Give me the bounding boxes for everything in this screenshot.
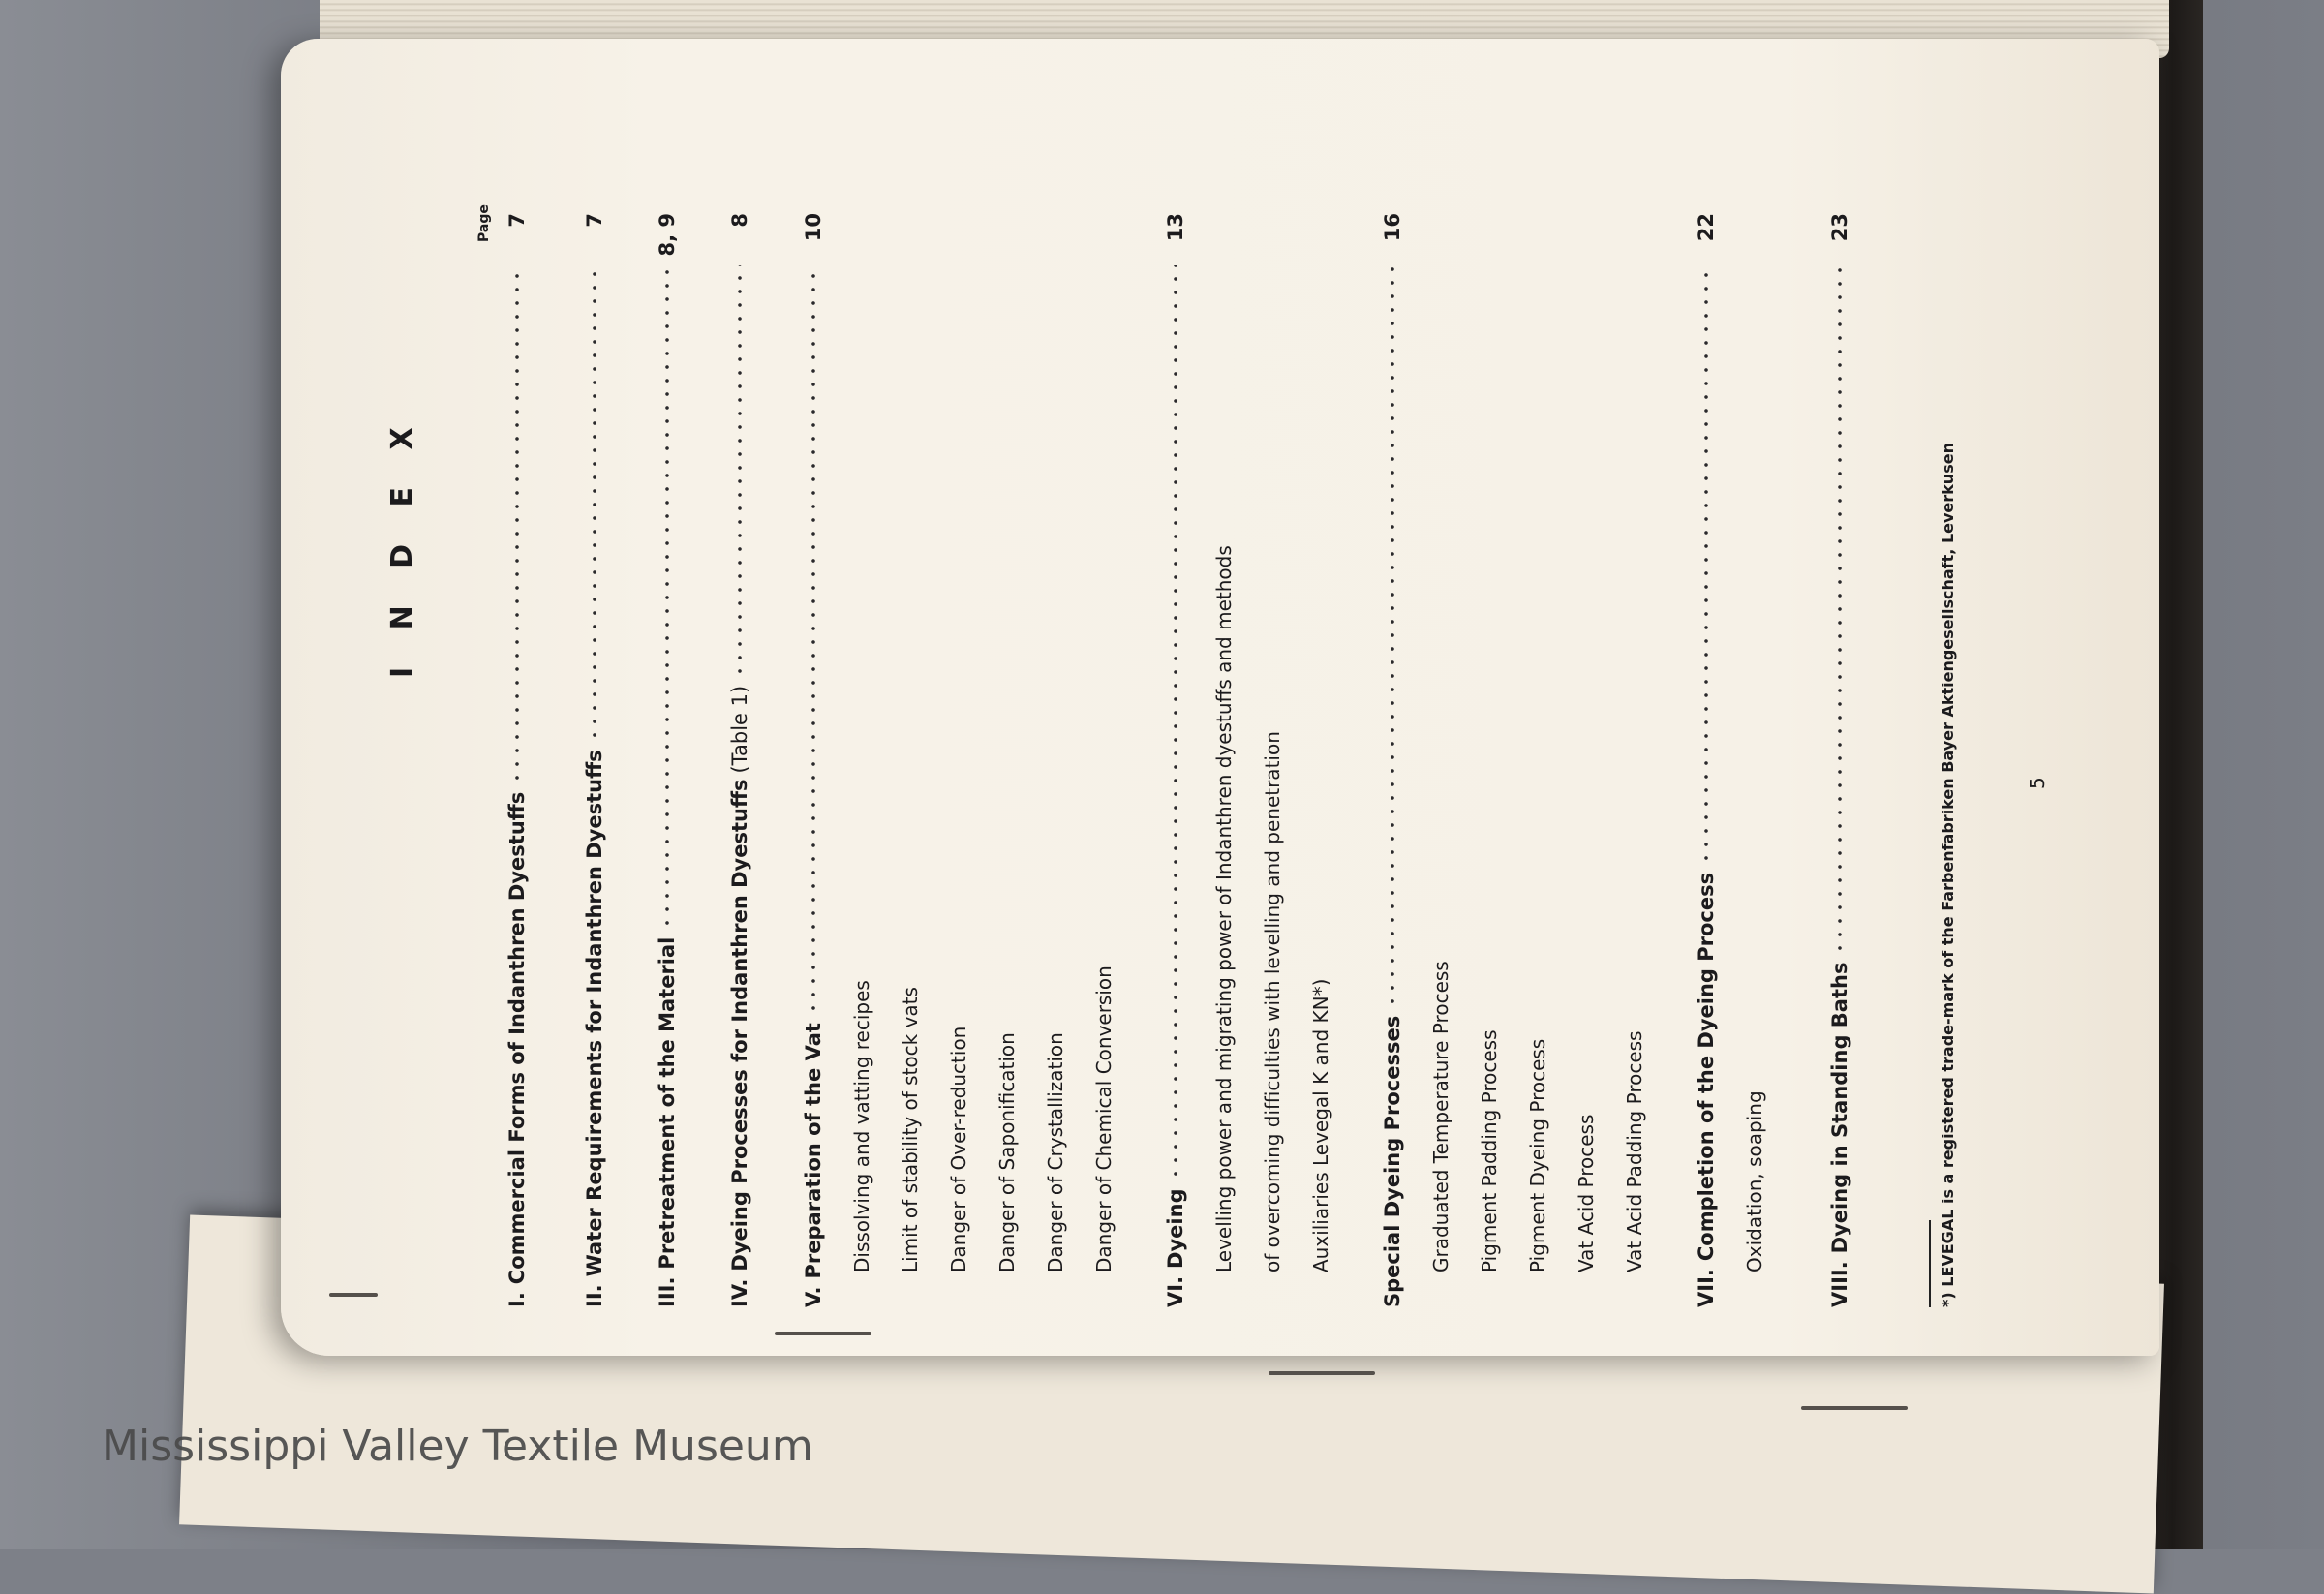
dot-leader [1838,265,1842,955]
toc-subentry: Pigment Padding Process [1478,1029,1501,1272]
binding-thread [1269,1371,1375,1375]
toc-subentry: Vat Acid Process [1575,1114,1598,1272]
toc-subentry: Danger of Crystallization [1044,1032,1067,1272]
toc-entry: III. Pretreatment of the Material 8, 9 [656,213,679,1307]
binding-thread [775,1332,872,1335]
toc-subentry: of overcoming difficulties with levelling and penetration [1261,731,1284,1272]
page-number: 5 [2026,777,2049,789]
footnote: *) LEVEGAL is a registered trade-mark of the Farbenfabriken Bayer Aktiengesellschaft, Leverkusen [1939,443,1957,1307]
dot-leader [1391,265,1394,1008]
toc-subentry: Levelling power and migrating power of Indanthren dyestuffs and methods [1212,545,1236,1272]
toc-entry: V. Preparation of the Vat 10 [802,213,825,1307]
toc-entry: VIII. Dyeing in Standing Baths 23 [1828,213,1851,1307]
toc-subentry: Danger of Chemical Conversion [1092,966,1116,1272]
toc-subentry: Vat Acid Padding Process [1623,1030,1646,1272]
watermark: Mississippi Valley Textile Museum [102,1422,813,1471]
binding-thread [1801,1406,1908,1410]
toc-subentry: Danger of Saponification [995,1032,1019,1272]
toc-entry: Special Dyeing Processes 16 [1381,213,1404,1307]
index-text-block [368,204,2208,1307]
page-column-label: Page [476,204,492,242]
index-title: I N D E X [385,414,419,678]
toc-entry: VI. Dyeing 13 [1164,213,1187,1307]
dot-leader [1704,265,1708,865]
toc-subentry: Danger of Over-reduction [947,1026,970,1272]
dot-leader [515,265,519,784]
toc-subentry: Auxiliaries Levegal K and KN*) [1309,978,1332,1272]
toc-subentry: Dissolving and vatting recipes [850,980,873,1272]
toc-subentry: Graduated Temperature Process [1429,961,1452,1272]
dot-leader [811,265,815,1015]
footnote-rule [1929,1220,1931,1307]
dot-leader [665,265,669,930]
toc-entry: VII. Completion of the Dyeing Process 22 [1695,213,1718,1307]
toc-subentry: Limit of stability of stock vats [899,987,922,1272]
toc-subentry: Oxidation, soaping [1743,1090,1766,1272]
toc-subentry: Pigment Dyeing Process [1526,1038,1549,1272]
dot-leader [738,265,742,678]
dot-leader [593,265,596,742]
toc-entry: II. Water Requirements for Indanthren Dyestuffs 7 [583,213,606,1307]
dot-leader [1174,265,1177,1180]
toc-entry: IV. Dyeing Processes for Indanthren Dyestuffs (Table 1) 8 [728,213,751,1307]
toc-entry: I. Commercial Forms of Indanthren Dyestuffs 7 [505,213,529,1307]
